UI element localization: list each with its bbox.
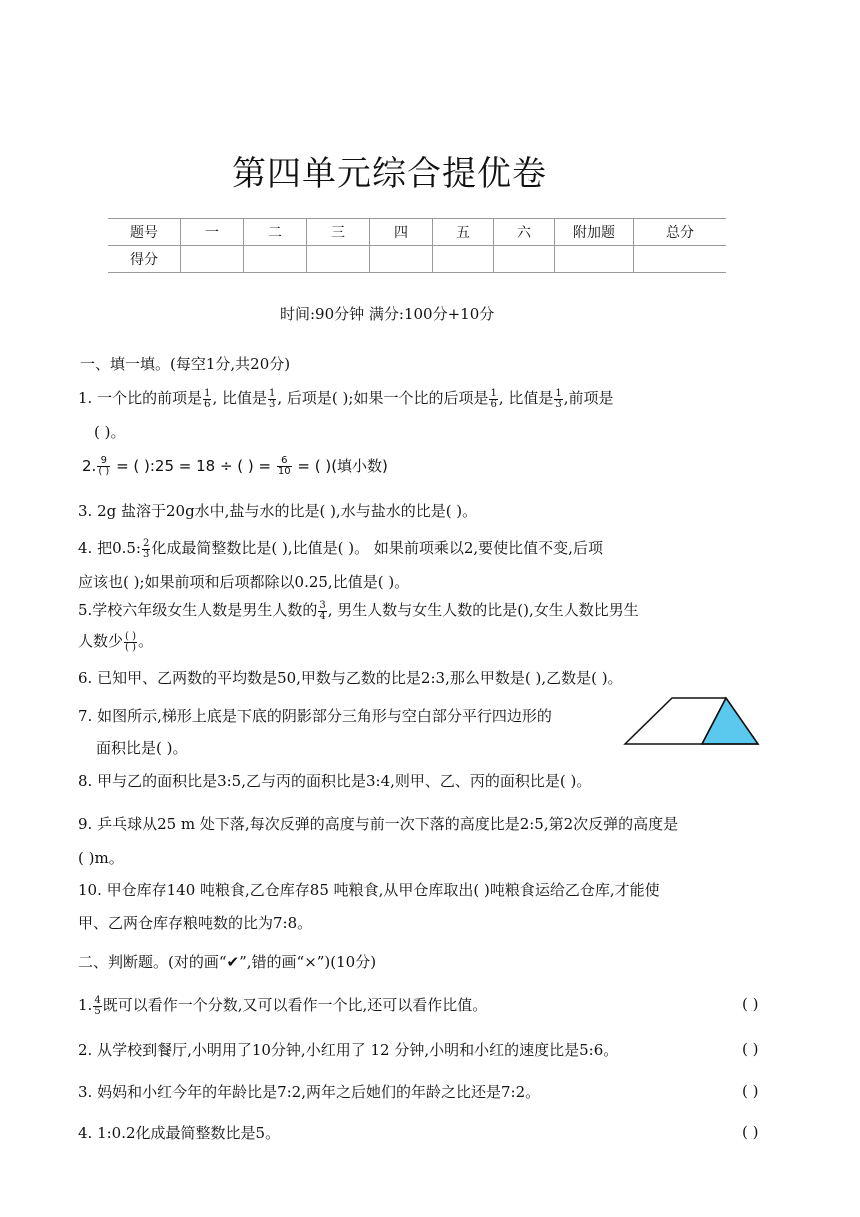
question-1-continued: ( )。 (94, 423, 126, 441)
answer-paren-3[interactable]: ( ) (742, 1082, 759, 1100)
score-cell[interactable] (370, 246, 433, 273)
header-cell: 五 (433, 219, 494, 246)
fraction: $\frac{4}{5}$ (94, 994, 101, 1017)
question-10-continued: 甲、乙两仓库存粮吨数的比为7:8。 (78, 914, 313, 932)
judgement-1: 1. $\frac{4}{5}$ 既可以看作一个分数,又可以看作一个比,还可以看作比值。 (78, 994, 488, 1017)
time-info: 时间:90分钟 满分:100分+10分 (280, 305, 495, 323)
section2-heading: 二、判断题。(对的画“✔”,错的画“×”)(10分) (78, 953, 377, 971)
question-4-continued: 应该也( );如果前项和后项都除以0.25,比值是( )。 (78, 573, 410, 591)
score-row-label: 得分 (108, 246, 181, 273)
score-table (108, 218, 726, 273)
score-table-score-row (108, 246, 726, 273)
question-8: 8. 甲与乙的面积比是3:5,乙与丙的面积比是3:4,则甲、乙、丙的面积比是( )。 (78, 772, 592, 790)
header-cell: 四 (370, 219, 433, 246)
trapezoid-figure (622, 696, 762, 748)
score-cell[interactable] (634, 246, 727, 273)
header-cell: 六 (494, 219, 555, 246)
score-cell[interactable] (244, 246, 307, 273)
score-cell[interactable] (494, 246, 555, 273)
fraction: $\frac{1}{6}$ (204, 387, 211, 410)
score-cell[interactable] (307, 246, 370, 273)
fraction: $\frac{9}{( )}$ (98, 455, 110, 477)
answer-paren-1[interactable]: ( ) (742, 995, 759, 1013)
header-cell: 二 (244, 219, 307, 246)
judgement-2: 2. 从学校到餐厅,小明用了10分钟,小红用了 12 分钟,小明和小红的速度比是5:6。 (78, 1041, 619, 1059)
header-cell: 题号 (108, 219, 181, 246)
question-6: 6. 已知甲、乙两数的平均数是50,甲数与乙数的比是2:3,那么甲数是( ),乙数是( )。 (78, 669, 623, 687)
answer-paren-4[interactable]: ( ) (742, 1123, 759, 1141)
score-cell[interactable] (433, 246, 494, 273)
score-cell[interactable] (555, 246, 634, 273)
header-cell: 附加题 (555, 219, 634, 246)
fraction: $\frac{2}{3}$ (143, 537, 150, 560)
fraction: $\frac{( )}{( )}$ (125, 630, 136, 653)
header-cell: 一 (181, 219, 244, 246)
header-cell: 总分 (634, 219, 727, 246)
fraction: $\frac{1}{3}$ (555, 387, 562, 410)
question-9: 9. 乒乓球从25 m 处下落,每次反弹的高度与前一次下落的高度比是2:5,第2次反弹的高度是 (78, 815, 679, 833)
question-5: 5.学校六年级女生人数是男生人数的 $\frac{3}{4}$ , 男生人数与女生人数的比是(),女生人数比男生 (78, 599, 639, 622)
question-7-continued: 面积比是( )。 (96, 739, 188, 757)
question-4: 4. 把0.5: $\frac{2}{3}$ 化成最简整数比是( ),比值是( )。 如果前项乘以2,要使比值不变,后项 (78, 537, 603, 560)
question-10: 10. 甲仓库存140 吨粮食,乙仓库存85 吨粮食,从甲仓库取出( )吨粮食运给乙仓库,才能使 (78, 881, 660, 899)
question-5-continued: 人数少 $\frac{( )}{( )}$ 。 (78, 630, 154, 653)
score-cell[interactable] (181, 246, 244, 273)
header-cell: 三 (307, 219, 370, 246)
question-3: 3. 2g 盐溶于20g水中,盐与水的比是( ),水与盐水的比是( )。 (78, 502, 478, 520)
question-7: 7. 如图所示,梯形上底是下底的阴影部分三角形与空白部分平行四边形的 (78, 707, 552, 725)
judgement-4: 4. 1:0.2化成最简整数比是5。 (78, 1124, 281, 1142)
page-title: 第四单元综合提优卷 (232, 154, 547, 194)
question-9-continued: ( )m。 (78, 849, 124, 867)
answer-paren-2[interactable]: ( ) (742, 1040, 759, 1058)
fraction: $\frac{1}{3}$ (269, 387, 276, 410)
score-table-header-row (108, 219, 726, 246)
fraction: $\frac{3}{4}$ (319, 599, 326, 622)
section1-heading: 一、填一填。(每空1分,共20分) (80, 355, 291, 373)
question-1: 1. 一个比的前项是 $\frac{1}{6}$ , 比值是 $\frac{1}{3}$ , 后项是( );如果一个比的后项是 $\frac{1}{6}$ , 比值是 $\frac{1}{3}$ ,前项是 (78, 387, 614, 410)
fraction: $\frac{1}{6}$ (490, 387, 497, 410)
judgement-3: 3. 妈妈和小红今年的年龄比是7:2,两年之后她们的年龄之比还是7:2。 (78, 1083, 541, 1101)
question-2: 2. $\frac{9}{( )}$ = ( ):25 = 18 ÷ ( ) = $\frac{6}{10}$ = ( )(填小数) (82, 455, 388, 477)
fraction: $\frac{6}{10}$ (277, 455, 291, 477)
